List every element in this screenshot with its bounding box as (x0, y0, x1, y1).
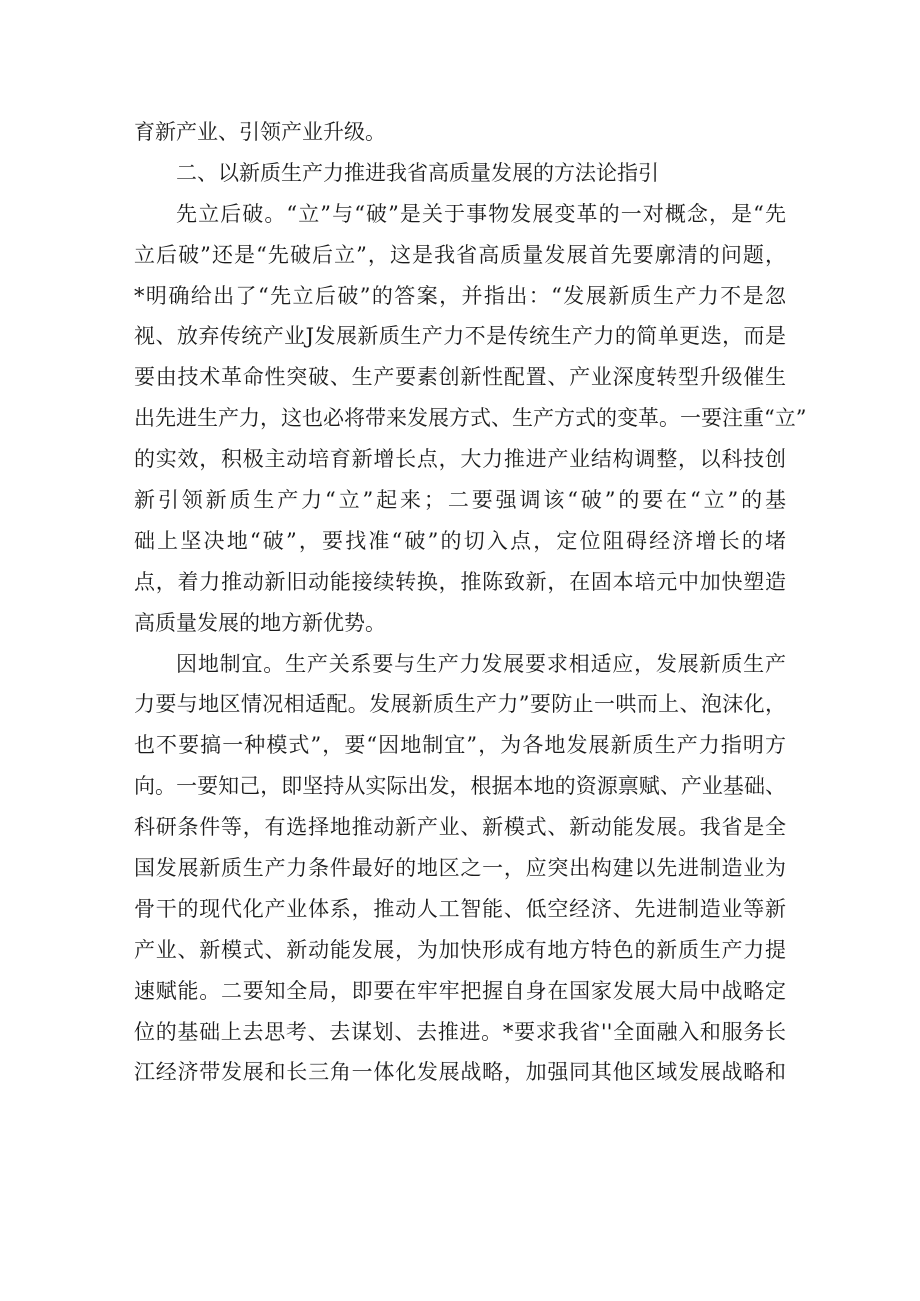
text-line: 新引领新质生产力“立”起来；二要强调该“破”的要在“立”的基 (134, 488, 786, 513)
text-line: 高质量发展的地方新优势。 (134, 610, 386, 635)
text-line: 点，着力推动新旧动能接续转换，推陈致新，在固本培元中加快塑造 (134, 569, 786, 594)
text-line: 国发展新质生产力条件最好的地区之一，应突出构建以先进制造业为 (134, 856, 786, 881)
section-heading (134, 153, 786, 194)
text-line: 要由技术革命性突破、生产要素创新性配置、产业深度转型升级催生 (134, 365, 786, 390)
document-page (134, 112, 807, 1093)
paragraph-continuation (134, 112, 786, 153)
text-line: 速赋能。二要知全局，即要在牢牢把握自身在国家发展大局中战略定 (134, 978, 786, 1003)
text-line: 视、放弃传统产业J发展新质生产力不是传统生产力的简单更迭，而是 (134, 324, 786, 349)
text-line: 出先进生产力，这也必将带来发展方式、生产方式的变革。一要注重“立” (134, 406, 807, 431)
text-line: 立后破”还是“先破后立”，这是我省高质量发展首先要廓清的问题， (134, 242, 786, 267)
heading-line: 二、以新质生产力推进我省高质量发展的方法论指引 (176, 160, 659, 185)
text-line: 科研条件等，有选择地推动新产业、新模式、新动能发展。我省是全 (134, 815, 786, 840)
text-line: 也不要搞一种模式”，要“因地制宜”，为各地发展新质生产力指明方 (134, 733, 786, 758)
paragraph-first-establish (134, 194, 807, 644)
text-line: 因地制宜。生产关系要与生产力发展要求相适应，发展新质生产 (176, 651, 786, 676)
text-line: 骨干的现代化产业体系，推动人工智能、低空经济、先进制造业等新 (134, 896, 786, 921)
text-line: 育新产业、引领产业升级。 (134, 120, 386, 144)
text-line: 先立后破。“立”与“破”是关于事物发展变革的一对概念，是“先 (176, 201, 786, 226)
text-line: 产业、新模式、新动能发展，为加快形成有地方特色的新质生产力提 (134, 937, 786, 962)
paragraph-local-conditions (134, 644, 786, 1094)
text-line: 江经济带发展和长三角一体化发展战略，加强同其他区域发展战略和 (134, 1060, 786, 1085)
text-line: *明确给出了“先立后破”的答案，并指出：“发展新质生产力不是忽 (134, 283, 786, 308)
text-line: 向。一要知己，即坚持从实际出发，根据本地的资源禀赋、产业基础、 (134, 774, 786, 799)
text-line: 的实效，积极主动培育新增长点，大力推进产业结构调整，以科技创 (134, 447, 786, 472)
text-line: 础上坚决地“破”，要找准“破”的切入点，定位阻碍经济增长的堵 (134, 528, 786, 553)
text-line: 力要与地区情况相适配。发展新质生产力”要防止一哄而上、泡沫化， (134, 692, 786, 717)
text-line: 位的基础上去思考、去谋划、去推进。*要求我省''全面融入和服务长 (134, 1019, 786, 1044)
